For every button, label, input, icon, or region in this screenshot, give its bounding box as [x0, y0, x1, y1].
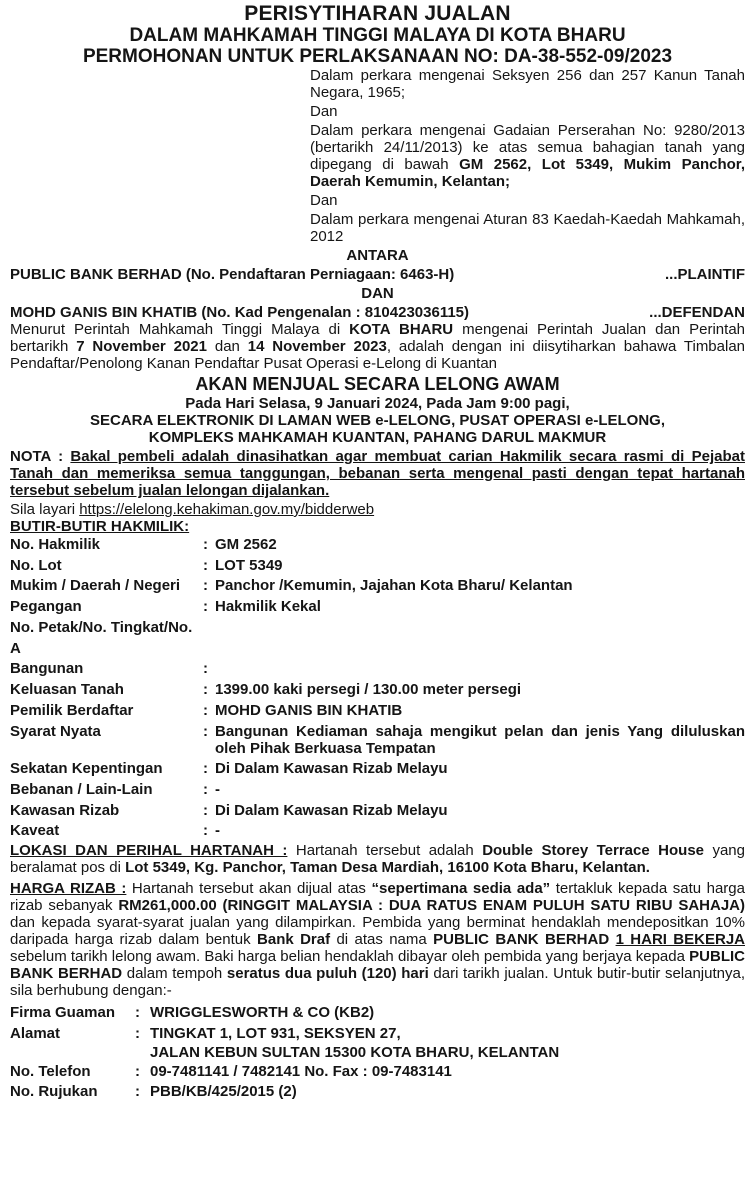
title-detail-label: Syarat Nyata [10, 723, 101, 741]
solicitor-details [10, 1003, 745, 1103]
title-detail-value: LOT 5349 [215, 556, 283, 574]
phone-value: 09-7481141 / 7482141 No. Fax : 09-7483141 [150, 1062, 452, 1080]
title-detail-value: MOHD GANIS BIN KHATIB [215, 701, 403, 719]
defendant-row [10, 304, 745, 321]
title-detail-label: No. Lot [10, 556, 62, 574]
application-number: PERMOHONAN UNTUK PERLAKSANAAN NO: DA-38-552-09/2023 [82, 46, 673, 67]
title-details-heading: BUTIR-BUTIR HAKMILIK: [10, 518, 190, 535]
defendant-name: MOHD GANIS BIN KHATIB (No. Kad Pengenalan : 810423036115) [10, 304, 470, 321]
reference-label: No. Rujukan [10, 1083, 98, 1101]
title-detail-label: Mukim / Daerah / Negeri [10, 577, 181, 595]
title-detail-label: Pegangan [10, 598, 82, 616]
title-detail-label: Bangunan [10, 660, 84, 678]
address-value: TINGKAT 1, LOT 931, SEKSYEN 27, JALAN KEBUN SULTAN 15300 KOTA BHARU, KELANTAN [150, 1024, 560, 1061]
title-detail-value: Bangunan Kediaman sahaja mengikut pelan dan jenis Yang diluluskan oleh Pihak Berkuasa Tempatan [215, 723, 745, 758]
title-detail-sep [203, 618, 215, 659]
title-detail-label: Kaveat [10, 822, 60, 840]
title-detail-sep: : [203, 556, 208, 574]
title-detail-label: Bebanan / Lain-Lain [10, 781, 153, 799]
title-detail-value: Hakmilik Kekal [215, 598, 321, 616]
title-detail-sep: : [203, 723, 208, 741]
matter-2: Dalam perkara mengenai Gadaian Perserahan No: 9280/2013 (bertarikh 24/11/2013) ke atas semua bahagian tanah yang dipegang di bawah GM 2562, Lot 5349, Mukim Panchor, Daerah Kemumin, Kelantan; [310, 122, 745, 190]
address-label: Alamat [10, 1024, 61, 1042]
title-detail-sep: : [203, 760, 208, 778]
and-label: DAN [361, 285, 394, 302]
reference-sep: : [135, 1083, 140, 1101]
title-detail-value [215, 659, 745, 680]
phone-sep: : [135, 1062, 140, 1080]
title-detail-label: Keluasan Tanah [10, 680, 124, 698]
elelong-link[interactable]: https://elelong.kehakiman.gov.my/bidderweb [79, 501, 375, 518]
matters-block [310, 67, 745, 245]
auction-venue-2: KOMPLEKS MAHKAMAH KUANTAN, PAHANG DARUL MAKMUR [148, 429, 607, 446]
auction-heading: AKAN MENJUAL SECARA LELONG AWAM [195, 374, 560, 394]
document-title: PERISYTIHARAN JUALAN [244, 2, 511, 25]
reserve-paragraph: HARGA RIZAB : Hartanah tersebut akan dijual atas “sepertimana sedia ada” tertakluk kepada satu harga rizab sebanyak RM261,000.00 (RINGGIT MALAYSIA : DUA RATUS ENAM PULUH SATU RIBU SAHAJA) dan kepada syarat-syarat jualan yang dilampirkan. Pembida yang berminat hendaklah mendepositkan 10% daripada harga rizab dalam bentuk Bank Draf di atas nama PUBLIC BANK BERHAD 1 HARI BEKERJA sebelum tarikh lelong awam. Baki harga belian hendaklah dibayar oleh pembida yang berjaya kepada PUBLIC BANK BERHAD dalam tempoh seratus dua puluh (120) hari dari tarikh jualan. Untuk butir-butir selanjutnya, sila berhubung dengan:- [10, 880, 745, 1000]
title-detail-value: - [215, 822, 220, 840]
title-detail-value: Di Dalam Kawasan Rizab Melayu [215, 801, 448, 819]
between-label: ANTARA [346, 247, 409, 264]
title-detail-label: Kawasan Rizab [10, 801, 120, 819]
title-detail-value: 1399.00 kaki persegi / 130.00 meter persegi [215, 680, 522, 698]
reference-value: PBB/KB/425/2015 (2) [150, 1083, 297, 1101]
phone-label: No. Telefon [10, 1062, 91, 1080]
title-detail-sep: : [203, 781, 208, 799]
location-paragraph: LOKASI DAN PERIHAL HARTANAH : Hartanah tersebut adalah Double Storey Terrace House yang beralamat pos di Lot 5349, Kg. Panchor, Taman Desa Mardiah, 16100 Kota Bharu, Kelantan. [10, 842, 745, 877]
matter-3: Dalam perkara mengenai Aturan 83 Kaedah-Kaedah Mahkamah, 2012 [310, 211, 745, 245]
title-details-table [10, 535, 745, 842]
matter-1: Dalam perkara mengenai Seksyen 256 dan 257 Kanun Tanah Negara, 1965; [310, 67, 745, 101]
title-detail-label: Pemilik Berdaftar [10, 701, 134, 719]
address-sep: : [135, 1024, 140, 1042]
title-detail-value: Di Dalam Kawasan Rizab Melayu [215, 760, 448, 778]
note-paragraph: NOTA : Bakal pembeli adalah dinasihatkan agar membuat carian Hakmilik secara rasmi di Pejabat Tanah dan memeriksa semua tanggungan, bebanan serta mengenal pasti dengan tepat hartanah tersebut sebelum jualan lelongan dijalankan. [10, 448, 745, 499]
and-2: Dan [310, 192, 338, 209]
order-paragraph: Menurut Perintah Mahkamah Tinggi Malaya di KOTA BHARU mengenai Perintah Jualan dan Perintah bertarikh 7 November 2021 dan 14 November 2023, adalah dengan ini diisytiharkan bahawa Timbalan Pendaftar/Penolong Kanan Pendaftar Pusat Operasi e-Lelong di Kuantan [10, 321, 746, 372]
title-detail-label: No. Petak/No. Tingkat/No. A [10, 618, 193, 657]
title-detail-value [215, 618, 745, 659]
auction-venue-1: SECARA ELEKTRONIK DI LAMAN WEB e-LELONG, PUSAT OPERASI e-LELONG, [89, 412, 666, 429]
plaintiff-row [10, 266, 745, 283]
title-detail-label: Sekatan Kepentingan [10, 760, 163, 778]
title-detail-sep: : [203, 577, 208, 595]
title-detail-sep: : [203, 660, 208, 678]
defendant-role: ...DEFENDAN [649, 304, 745, 321]
firm-sep: : [135, 1004, 140, 1022]
title-detail-sep: : [203, 701, 208, 719]
and-1: Dan [310, 103, 338, 120]
title-detail-value: GM 2562 [215, 536, 277, 553]
title-detail-sep: : [203, 598, 208, 616]
title-detail-sep: : [203, 801, 208, 819]
title-detail-label: No. Hakmilik [10, 536, 101, 553]
title-detail-value: - [215, 781, 220, 799]
visit-line: Sila layari https://elelong.kehakiman.gov.my/bidderweb [10, 501, 375, 518]
court-name: DALAM MAHKAMAH TINGGI MALAYA DI KOTA BHARU [129, 25, 626, 46]
auction-date: Pada Hari Selasa, 9 Januari 2024, Pada Jam 9:00 pagi, [185, 395, 570, 412]
title-detail-sep: : [203, 680, 208, 698]
title-detail-value: Panchor /Kemumin, Jajahan Kota Bharu/ Kelantan [215, 577, 573, 595]
firm-value: WRIGGLESWORTH & CO (KB2) [150, 1004, 375, 1022]
title-detail-sep: : [203, 822, 208, 840]
firm-label: Firma Guaman [10, 1004, 116, 1022]
plaintiff-role: ...PLAINTIF [665, 266, 745, 283]
sale-proclamation [10, 0, 745, 1103]
plaintiff-name: PUBLIC BANK BERHAD (No. Pendaftaran Perniagaan: 6463-H) [10, 266, 455, 283]
title-detail-sep: : [203, 536, 208, 553]
